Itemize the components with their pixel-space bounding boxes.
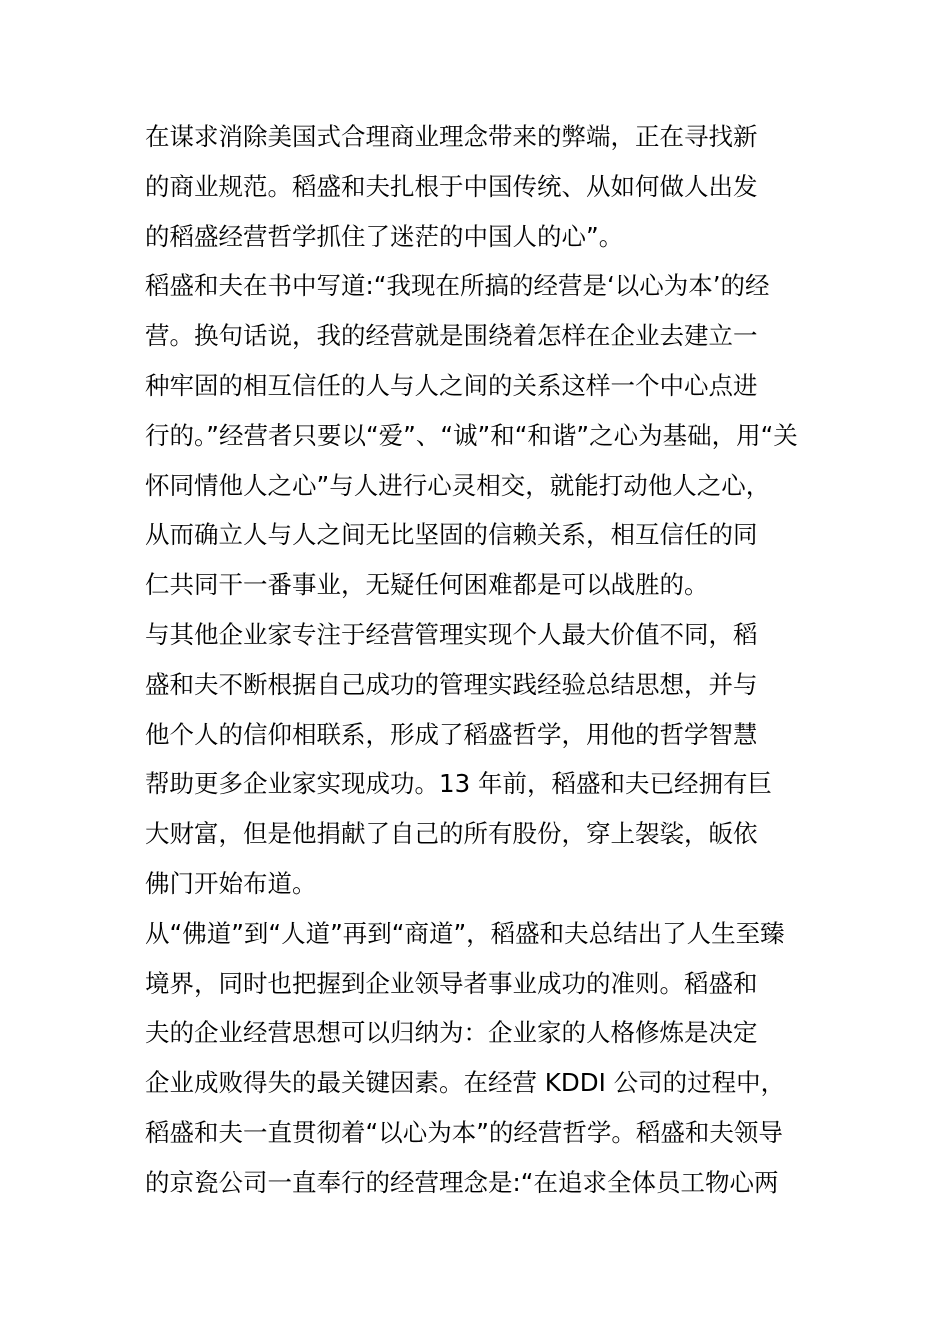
text-line: 大财富，但是他捐献了自己的所有股份，穿上袈裟，皈依 bbox=[145, 819, 758, 849]
text-line: 境界，同时也把握到企业领导者事业成功的准则。稻盛和 bbox=[145, 968, 758, 998]
text-line: 夫的企业经营思想可以归纳为：企业家的人格修炼是决定 bbox=[145, 1018, 758, 1048]
text-line: 佛门开始布道。 bbox=[145, 868, 317, 898]
text-line: 行的。”经营者只要以“爱”、“诚”和“和谐”之心为基础，用“关 bbox=[145, 420, 798, 450]
text-line: 从“佛道”到“人道”再到“商道”，稻盛和夫总结出了人生至臻 bbox=[145, 918, 785, 948]
text-line: 种牢固的相互信任的人与人之间的关系这样一个中心点进 bbox=[145, 370, 758, 400]
text-line: 与其他企业家专注于经营管理实现个人最大价值不同，稻 bbox=[145, 619, 758, 649]
text-line: 营。换句话说，我的经营就是围绕着怎样在企业去建立一 bbox=[145, 321, 758, 351]
text-line: 稻盛和夫在书中写道:“我现在所搞的经营是‘以心为本’的经 bbox=[145, 271, 770, 301]
text-line: 帮助更多企业家实现成功。13 年前，稻盛和夫已经拥有巨 bbox=[145, 769, 772, 799]
text-line: 他个人的信仰相联系，形成了稻盛哲学，用他的哲学智慧 bbox=[145, 719, 758, 749]
text-line: 从而确立人与人之间无比坚固的信赖关系，相互信任的同 bbox=[145, 520, 758, 550]
text-line: 的京瓷公司一直奉行的经营理念是:“在追求全体员工物心两 bbox=[145, 1167, 779, 1197]
text-line: 在谋求消除美国式合理商业理念带来的弊端，正在寻找新 bbox=[145, 122, 758, 151]
text-line: 稻盛和夫一直贯彻着“以心为本”的经营哲学。稻盛和夫领导 bbox=[145, 1117, 783, 1147]
text-line: 怀同情他人之心”与人进行心灵相交，就能打动他人之心， bbox=[145, 470, 771, 500]
text-line: 仁共同干一番事业，无疑任何困难都是可以战胜的。 bbox=[145, 570, 709, 600]
text-line: 的商业规范。稻盛和夫扎根于中国传统、从如何做人出发 bbox=[145, 171, 758, 201]
text-line: 的稻盛经营哲学抓住了迷茫的中国人的心”。 bbox=[145, 221, 624, 251]
text-line: 企业成败得失的最关键因素。在经营 KDDI 公司的过程中， bbox=[145, 1068, 786, 1098]
text-line: 盛和夫不断根据自己成功的管理实践经验总结思想，并与 bbox=[145, 669, 758, 699]
body-text bbox=[145, 112, 825, 1208]
